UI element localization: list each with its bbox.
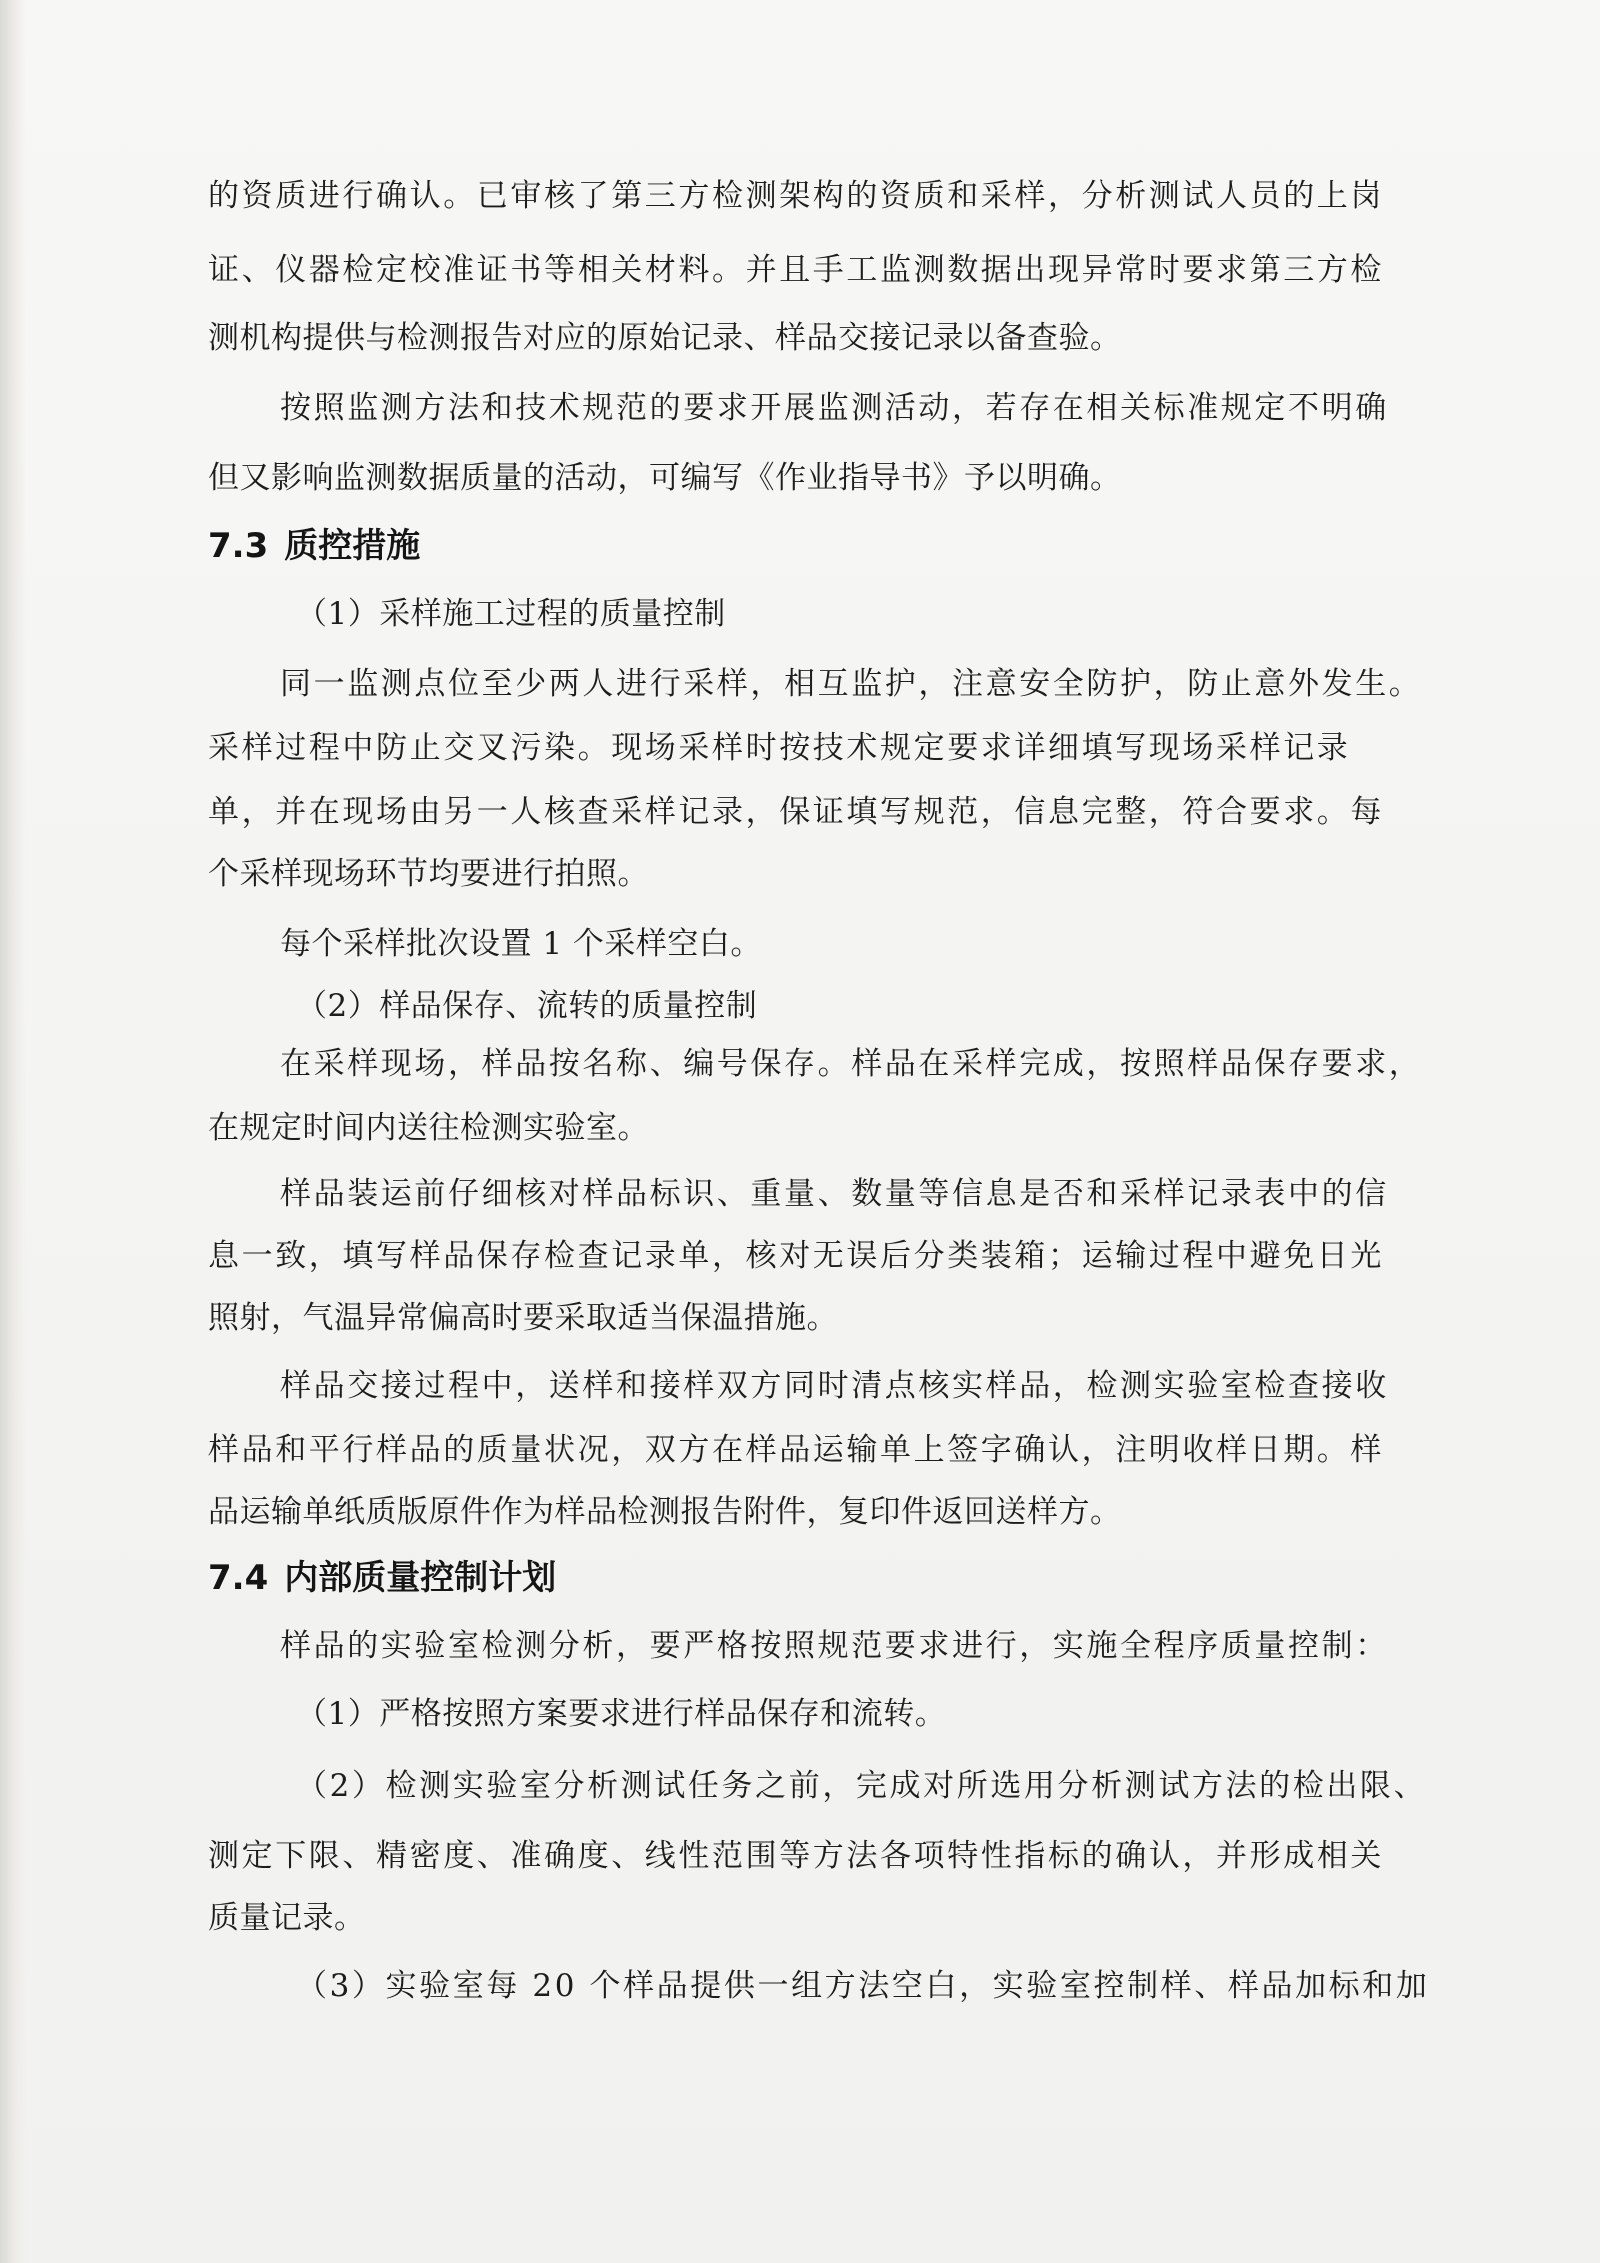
paragraph-line: 的资质进行确认。已审核了第三方检测架构的资质和采样，分析测试人员的上岗 <box>208 178 1384 214</box>
section-title: 质控措施 <box>284 526 421 566</box>
paragraph-line: 在采样现场，样品按名称、编号保存。样品在采样完成，按照样品保存要求， <box>280 1046 1423 1082</box>
section-number: 7.3 <box>208 526 269 566</box>
paragraph-line: 同一监测点位至少两人进行采样，相互监护，注意安全防护，防止意外发生。 <box>280 666 1423 702</box>
subsection-title: （2）样品保存、流转的质量控制 <box>296 988 758 1024</box>
paragraph-line: 息一致，填写样品保存检查记录单，核对无误后分类装箱；运输过程中避免日光 <box>208 1238 1384 1274</box>
subsection-title: （1）采样施工过程的质量控制 <box>296 596 726 632</box>
section-title: 内部质量控制计划 <box>284 1558 557 1598</box>
section-heading-7-3 <box>208 524 420 568</box>
paragraph-line: （1）严格按照方案要求进行样品保存和流转。 <box>296 1696 947 1732</box>
paragraph-line: 样品装运前仔细核对样品标识、重量、数量等信息是否和采样记录表中的信 <box>280 1176 1389 1212</box>
paragraph-line: 品运输单纸质版原件作为样品检测报告附件，复印件返回送样方。 <box>208 1494 1122 1530</box>
paragraph-line: 质量记录。 <box>208 1900 366 1936</box>
paragraph-line: 在规定时间内送往检测实验室。 <box>208 1110 649 1146</box>
paragraph-line: 但又影响监测数据质量的活动，可编写《作业指导书》予以明确。 <box>208 460 1122 496</box>
paragraph-line: （3）实验室每 20 个样品提供一组方法空白，实验室控制样、样品加标和加 <box>296 1968 1430 2004</box>
section-heading-7-4 <box>208 1556 556 1600</box>
paragraph-line: 照射，气温异常偏高时要采取适当保温措施。 <box>208 1300 838 1336</box>
paragraph-line: 证、仪器检定校准证书等相关材料。并且手工监测数据出现异常时要求第三方检 <box>208 252 1384 288</box>
paragraph-line: 单，并在现场由另一人核查采样记录，保证填写规范，信息完整，符合要求。每 <box>208 794 1384 830</box>
paragraph-line: 样品交接过程中，送样和接样双方同时清点核实样品，检测实验室检查接收 <box>280 1368 1389 1404</box>
paragraph-line: （2）检测实验室分析测试任务之前，完成对所选用分析测试方法的检出限、 <box>296 1768 1428 1804</box>
paragraph-line: 测定下限、精密度、准确度、线性范围等方法各项特性指标的确认，并形成相关 <box>208 1838 1384 1874</box>
paragraph-line: 测机构提供与检测报告对应的原始记录、样品交接记录以备查验。 <box>208 320 1122 356</box>
paragraph-line: 按照监测方法和技术规范的要求开展监测活动，若存在相关标准规定不明确 <box>280 390 1389 426</box>
paragraph-line: 每个采样批次设置 1 个采样空白。 <box>280 926 762 962</box>
section-number: 7.4 <box>208 1558 269 1598</box>
paragraph-line: 个采样现场环节均要进行拍照。 <box>208 856 649 892</box>
paragraph-line: 采样过程中防止交叉污染。现场采样时按技术规定要求详细填写现场采样记录 <box>208 730 1351 766</box>
paragraph-line: 样品和平行样品的质量状况，双方在样品运输单上签字确认，注明收样日期。样 <box>208 1432 1384 1468</box>
paragraph-line: 样品的实验室检测分析，要严格按照规范要求进行，实施全程序质量控制： <box>280 1628 1389 1664</box>
